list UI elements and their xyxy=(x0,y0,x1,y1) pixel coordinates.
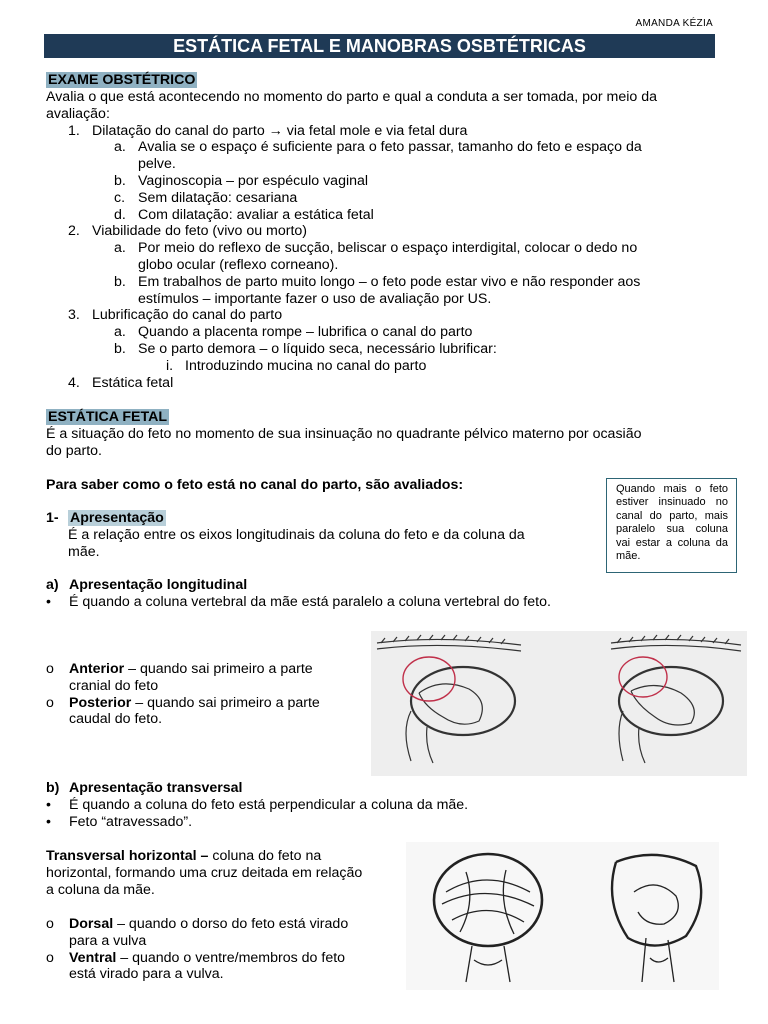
fetal-position-drawing xyxy=(371,631,747,776)
paragraph: Avalia o que está acontecendo no momento do parto e qual a conduta a ser tomada, por meio da xyxy=(46,89,657,105)
section-transversal: b) Apresentação transversal • É quando a coluna do feto está perpendicular a coluna da mãe. • Feto “atravessado”. xyxy=(46,780,716,830)
list-item: a. Quando a placenta rompe – lubrifica o canal do parto xyxy=(114,324,473,341)
list-item: 2. Viabilidade do feto (vivo ou morto) xyxy=(68,223,308,240)
list-item: 4. Estática fetal xyxy=(68,374,174,391)
list-item: b. Em trabalhos de parto muito longo – o feto pode estar vivo e não responder aos estímulos – importante fazer o uso de avaliação por US. xyxy=(114,273,641,307)
subsection-heading: Apresentação xyxy=(70,510,164,526)
callout-note: Quando mais o feto estiver insinuado no canal do parto, mais paralelo sua coluna vai estar a coluna da mãe. xyxy=(606,478,737,573)
subsection-heading: Apresentação transversal xyxy=(69,780,243,796)
list-item: c. Sem dilatação: cesariana xyxy=(114,189,298,206)
list-item: 1. Dilatação do canal do parto → via fetal mole e via fetal dura xyxy=(68,122,468,139)
longitudinal-options xyxy=(46,661,356,728)
list-item: a. Avalia se o espaço é suficiente para o feto passar, tamanho do feto e espaço da pelve. xyxy=(114,139,642,173)
paragraph: do parto. xyxy=(46,442,103,459)
section-heading: ESTÁTICA FETAL xyxy=(48,409,168,425)
list-item: i. Introduzindo mucina no canal do parto xyxy=(166,357,427,374)
list-item: b. Se o parto demora – o líquido seca, necessário lubrificar: xyxy=(114,340,497,357)
bullet-item: • É quando a coluna do feto está perpendicular a coluna da mãe. xyxy=(46,796,469,813)
option-anterior: o Anterior – quando sai primeiro a parte cranial do feto xyxy=(46,661,313,694)
list-item: b. Vaginoscopia – por espéculo vaginal xyxy=(114,172,369,189)
paragraph: É a situação do feto no momento de sua insinuação no quadrante pélvico materno por ocasião xyxy=(46,426,642,442)
paragraph: avaliação: xyxy=(46,105,110,122)
option-posterior: o Posterior – quando sai primeiro a parte caudal do feto. xyxy=(46,694,320,728)
transversal-options xyxy=(46,916,396,983)
list-item: 3. Lubrificação do canal do parto xyxy=(68,307,283,324)
section-heading: EXAME OBSTÉTRICO xyxy=(48,72,196,88)
option-ventral: o Ventral – quando o ventre/membros do feto está virado para a vulva. xyxy=(46,949,346,983)
bullet-item: • É quando a coluna vertebral da mãe está paralelo a coluna vertebral do feto. xyxy=(46,593,551,610)
author-name: AMANDA KÉZIA xyxy=(635,18,713,29)
section-longitudinal: a) Apresentação longitudinal • É quando a coluna vertebral da mãe está paralelo a coluna vertebral do feto. xyxy=(46,577,716,611)
transversal-horizontal: Transversal horizontal – coluna do feto na horizontal, formando uma cruz deitada em relação a coluna da mãe. xyxy=(46,848,363,898)
subsection-heading: Apresentação longitudinal xyxy=(69,577,248,593)
bold-statement: Para saber como o feto está no canal do parto, são avaliados: xyxy=(46,477,464,493)
option-dorsal: o Dorsal – quando o dorso do feto está virado para a vulva xyxy=(46,916,349,949)
section-exame xyxy=(46,72,716,391)
bullet-item: • Feto “atravessado”. xyxy=(46,813,193,830)
transversal-illustration xyxy=(406,842,719,990)
transversal-drawing xyxy=(406,842,719,990)
list-item: d. Com dilatação: avaliar a estática fetal xyxy=(114,206,374,223)
page-title: ESTÁTICA FETAL E MANOBRAS OSBTÉTRICAS xyxy=(44,34,715,58)
list-item: a. Por meio do reflexo de sucção, beliscar o espaço interdigital, colocar o dedo no globo ocular (reflexo corneano). xyxy=(114,240,638,273)
section-estatica xyxy=(46,409,716,460)
longitudinal-illustration xyxy=(371,631,747,776)
section-apresentacao: 1- Apresentação É a relação entre os eixos longitudinais da coluna do feto e da coluna da mãe. xyxy=(46,510,525,560)
